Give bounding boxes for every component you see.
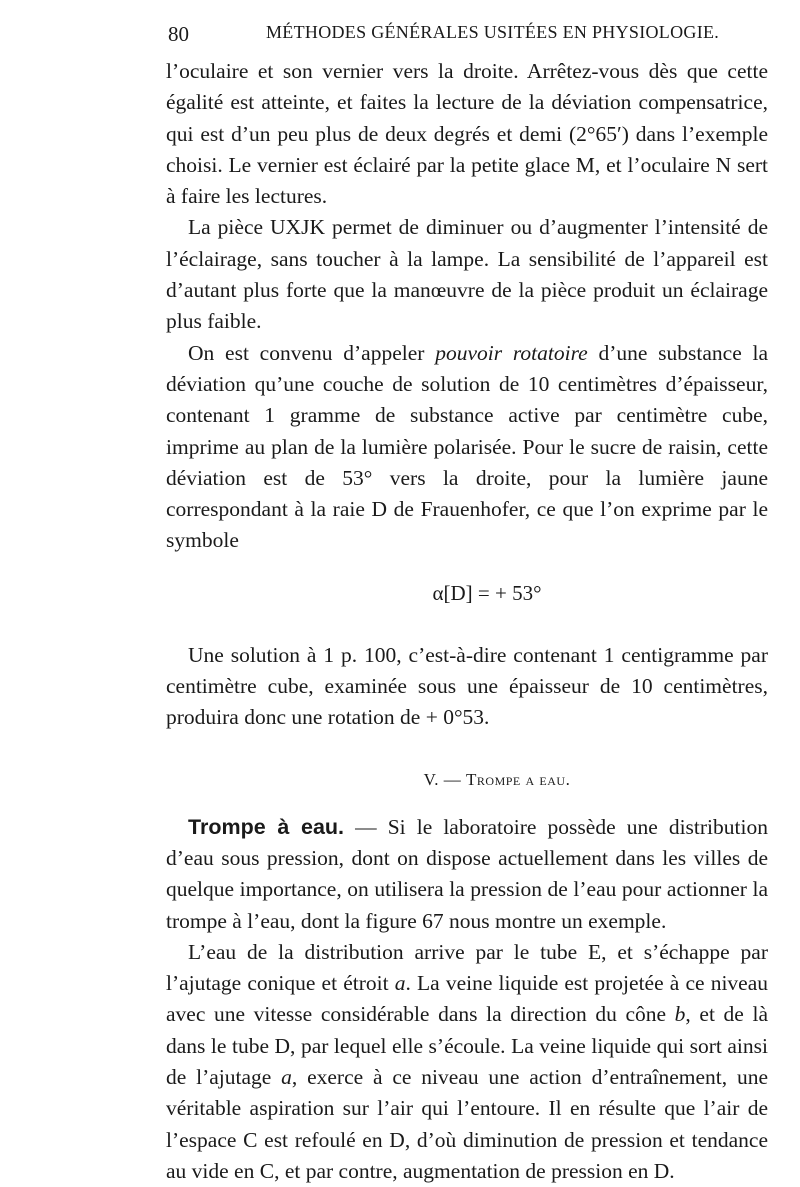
italic-letter: a [394,971,406,996]
text-run: L’eau de la distribution arrive par le tube E, et s’échappe par l’ajutage conique et étroit [166,939,768,996]
text-run: On est convenu d’appeler [188,340,436,365]
section-title: Trompe a eau. [466,769,571,789]
formula: α[D] = + 53° [432,580,542,605]
page-number: 80 [168,22,189,46]
paragraph-continuation: l’oculaire et son vernier vers la droite. Arrêtez-vous dès que cette égalité est atteinte, et faites la lecture de la déviation compensatrice, qui est d’un peu plus de deux degrés et demi (2°65′) dans l’exemple choisi. Le vernier est éclairé par la petite glace M, et l’oculaire N sert à faire les lectures. [166,59,768,209]
text-run: , et de là dans le tube D, par lequel elle s’écoule. La veine liquide qui sort ainsi de l’ajutage [166,1002,768,1090]
text-run: . La veine liquide est projetée à ce niveau avec une vitesse considérable dans la direction du cône [166,971,768,1027]
paragraph-trompe [166,812,768,937]
page-header [168,22,768,52]
text-run: — Si le laboratoire possède une distribution d’eau sous pression, dont on dispose actuellement dans les villes de quelque importance, on utilisera la pression de l’eau pour actionner la trompe à l’eau, dont la figure 67 nous montre un exemple. [166,814,768,933]
text-run: , exerce à ce niveau une action d’entraînement, une véritable aspiration sur l’air qui l’entoure. Il en résulte que l’air de l’espace C est refoulé en D, d’où diminution de pression et tendance au vide en C, et par contre, augmentation de pression en D. [166,1065,768,1183]
section-numeral: V. — [423,769,467,789]
section-heading [226,770,768,790]
italic-letter: b [674,1002,686,1027]
paragraph-solution: Une solution à 1 p. 100, c’est-à-dire contenant 1 centigramme par centimètre cube, examinée sous une épaisseur de 10 centimètres, produira donc une rotation de + 0°53. [166,642,768,730]
running-title: MÉTHODES GÉNÉRALES USITÉES EN PHYSIOLOGIE. [266,22,720,42]
run-in-heading: Trompe à eau. [188,814,345,839]
italic-letter: a [281,1065,292,1090]
italic-term: pouvoir rotatoire [435,340,588,365]
text-run: d’une substance la déviation qu’une couche de solution de 10 centimètres d’épaisseur, contenant 1 gramme de substance active par centimètre cube, imprime au plan de la lumière polarisée. Pour le sucre de raisin, cette déviation est de 53° vers la droite, pour la lumière jaune correspondant à la raie D de Frauenhofer, ce que l’on exprime par le symbole [166,340,769,553]
paragraph-pouvoir-rotatoire [166,338,768,557]
paragraph-distribution [166,937,768,1187]
page-body [166,56,768,1187]
paragraph-eclairage: La pièce UXJK permet de diminuer ou d’augmenter l’intensité de l’éclairage, sans toucher à la lampe. La sensibilité de l’appareil est d’autant plus forte que la manœuvre de la pièce produit un éclairage plus faible. [166,215,768,334]
